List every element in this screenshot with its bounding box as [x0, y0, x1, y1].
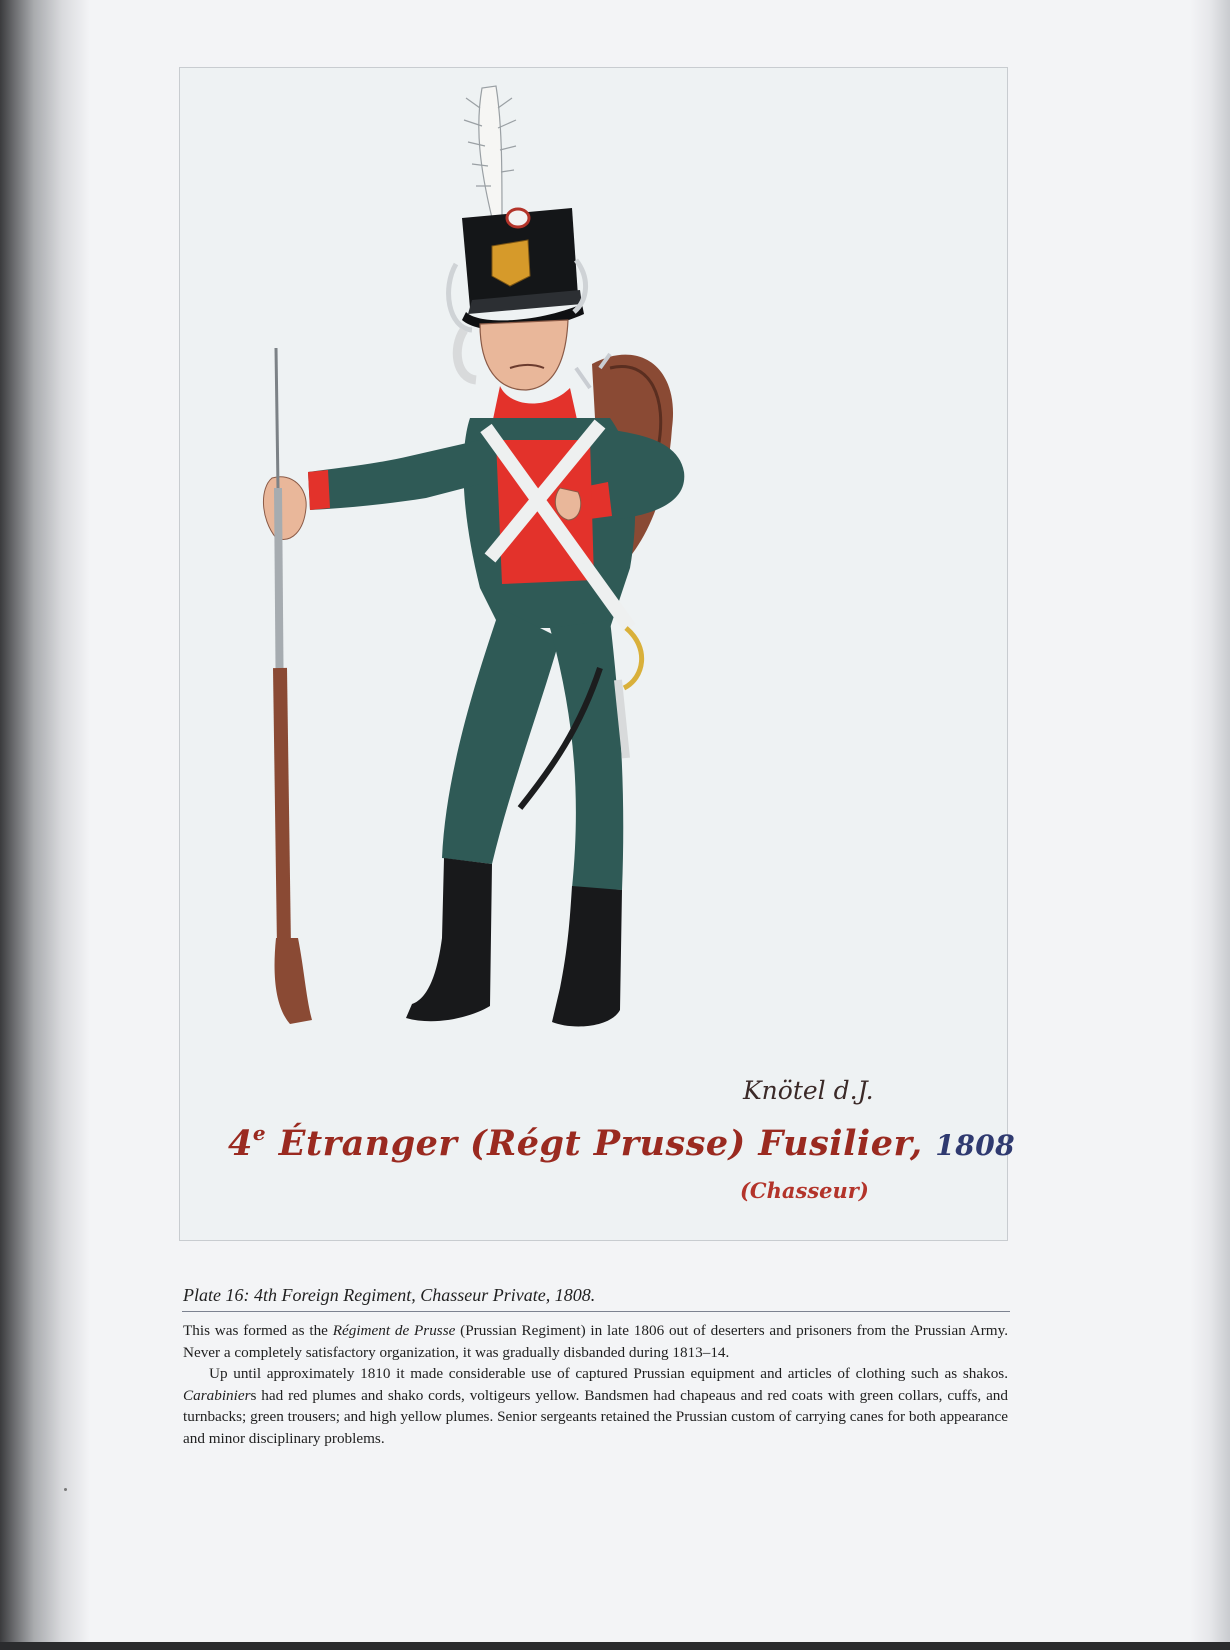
p1-text-b: (Prussian Regiment) in late 1806 out of deserters and prisoners from the Prussian Army. Never a completely satisfactory organization, it was gradually disbanded during 1813–14. [183, 1322, 1009, 1361]
caption-paragraph-2 [183, 1363, 1008, 1449]
p2-text-a: Up until approximately 1810 it made considerable use of captured Prussian equipment and articles of clothing such as shakos. [209, 1365, 1008, 1382]
trousers [442, 608, 623, 890]
caption-rule [182, 1311, 1010, 1312]
soldier-illustration [180, 68, 1007, 1240]
title-superscript: e [252, 1121, 267, 1145]
p1-italic: Régiment de Prusse [332, 1322, 456, 1339]
title-year: 1808 [935, 1129, 1016, 1162]
caption-body [183, 1320, 1008, 1449]
shako [449, 208, 586, 331]
p2-italic: Carabinier [183, 1386, 251, 1404]
shako-plume [464, 86, 516, 218]
artist-signature: Knötel d.J. [743, 1076, 874, 1105]
sword-knot [624, 628, 642, 688]
illustration-plate [180, 68, 1016, 1240]
plate-handwritten-title [228, 1121, 1016, 1164]
title-text: Étranger (Régt Prusse) Fusilier, [266, 1123, 936, 1164]
musket [275, 348, 312, 1024]
caption-paragraph-1 [183, 1320, 1008, 1363]
caption-title: Plate 16: 4th Foreign Regiment, Chasseur Private, 1808. [183, 1285, 596, 1305]
title-number: 4 [228, 1123, 253, 1164]
left-hand [263, 477, 306, 540]
page-edge-shade [1190, 0, 1230, 1650]
plate-handwritten-subtitle: (Chasseur) [740, 1178, 869, 1203]
book-gutter-shadow [0, 0, 90, 1650]
p1-text-a: This was formed as the [183, 1322, 333, 1339]
scan-speck [64, 1488, 67, 1491]
head [457, 320, 568, 390]
page-bottom-edge [0, 1642, 1230, 1650]
p2-text-b: s had red plumes and shako cords, voltigeurs yellow. Bandsmen had chapeaus and red coats with green collars, cuffs, and turnbacks; green trousers; and high yellow plumes. Senior sergeants retained the Prussian custom of carrying canes for both appearance and minor disciplinary problems. [183, 1386, 1008, 1447]
